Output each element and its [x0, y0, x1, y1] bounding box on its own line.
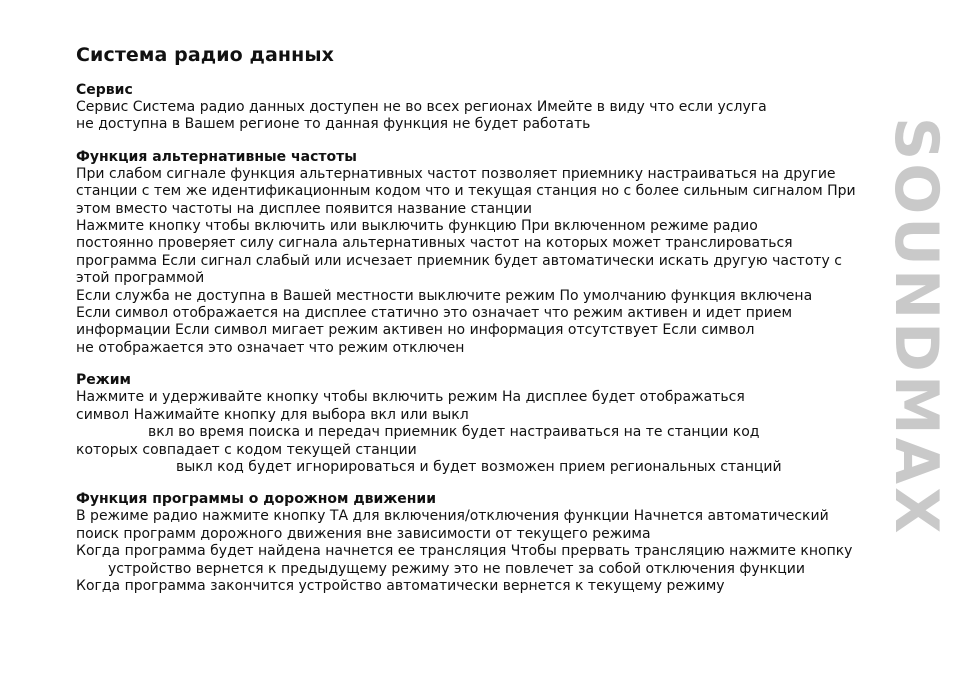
paragraph-line: поиск программ дорожного движения вне зависимости от текущего режима — [76, 525, 651, 542]
section-heading: Сервис — [76, 82, 133, 98]
brand-logo-text: SOUNDMAX — [881, 117, 951, 537]
paragraph-line: программа Если сигнал слабый или исчезает приемник будет автоматически искать другую частоту с — [76, 252, 842, 269]
paragraph-line: Если служба не доступна в Вашей местности выключите режим По умолчанию функция включена — [76, 287, 813, 304]
paragraph-line: Когда программа закончится устройство автоматически вернется к текущему режиму — [76, 577, 725, 594]
section-service — [76, 82, 880, 134]
paragraph-line: символ Нажимайте кнопку для выбора вкл или выкл — [76, 406, 469, 423]
section-heading: Функция программы о дорожном движении — [76, 491, 437, 508]
paragraph-line: этом вместо частоты на дисплее появится название станции — [76, 200, 532, 217]
document-page — [76, 44, 880, 610]
paragraph-line: информации Если символ мигает режим активен но информация отсутствует Если символ — [76, 322, 755, 339]
paragraph-line: выкл код будет игнорироваться и будет возможен прием региональных станций — [176, 458, 782, 475]
paragraph-line: Сервис Система радио данных доступен не во всех регионах Имейте в виду что если услуга — [76, 99, 767, 115]
paragraph-line: не доступна в Вашем регионе то данная функция не будет работать — [76, 116, 591, 133]
paragraph-line: этой программой — [76, 270, 205, 287]
paragraph-line: станции с тем же идентификационным кодом что и текущая станция но с более сильным сигналом При — [76, 183, 856, 200]
paragraph-line: которых совпадает с кодом текущей станции — [76, 441, 417, 458]
brand-watermark — [881, 52, 951, 602]
paragraph-line: не отображается это означает что режим отключен — [76, 339, 465, 356]
paragraph-line: Нажмите кнопку чтобы включить или выключить функцию При включенном режиме радио — [76, 218, 758, 235]
paragraph-line: постоянно проверяет силу сигнала альтернативных частот на которых может транслироваться — [76, 235, 793, 252]
paragraph-line: При слабом сигнале функция альтернативных частот позволяет приемнику настраиваться на другие — [76, 165, 836, 182]
section-heading: Режим — [76, 372, 131, 389]
paragraph-line: Нажмите и удерживайте кнопку чтобы включить режим На дисплее будет отображаться — [76, 389, 745, 406]
paragraph-line: Когда программа будет найдена начнется ее трансляция Чтобы прервать трансляцию нажмите кнопку — [76, 543, 853, 560]
section-ta — [76, 491, 880, 595]
paragraph-line: устройство вернется к предыдущему режиму это не повлечет за собой отключения функции — [108, 560, 805, 577]
section-af — [76, 149, 880, 357]
page-title: Система радио данных — [76, 44, 334, 66]
paragraph-line: вкл во время поиска и передач приемник будет настраиваться на те станции код — [148, 424, 760, 441]
section-heading: Функция альтернативные частоты — [76, 148, 357, 165]
section-mode — [76, 372, 880, 476]
paragraph-line: Если символ отображается на дисплее статично это означает что режим активен и идет прием — [76, 305, 793, 322]
paragraph-line: В режиме радио нажмите кнопку ТА для включения/отключения функции Начнется автоматический — [76, 508, 829, 525]
